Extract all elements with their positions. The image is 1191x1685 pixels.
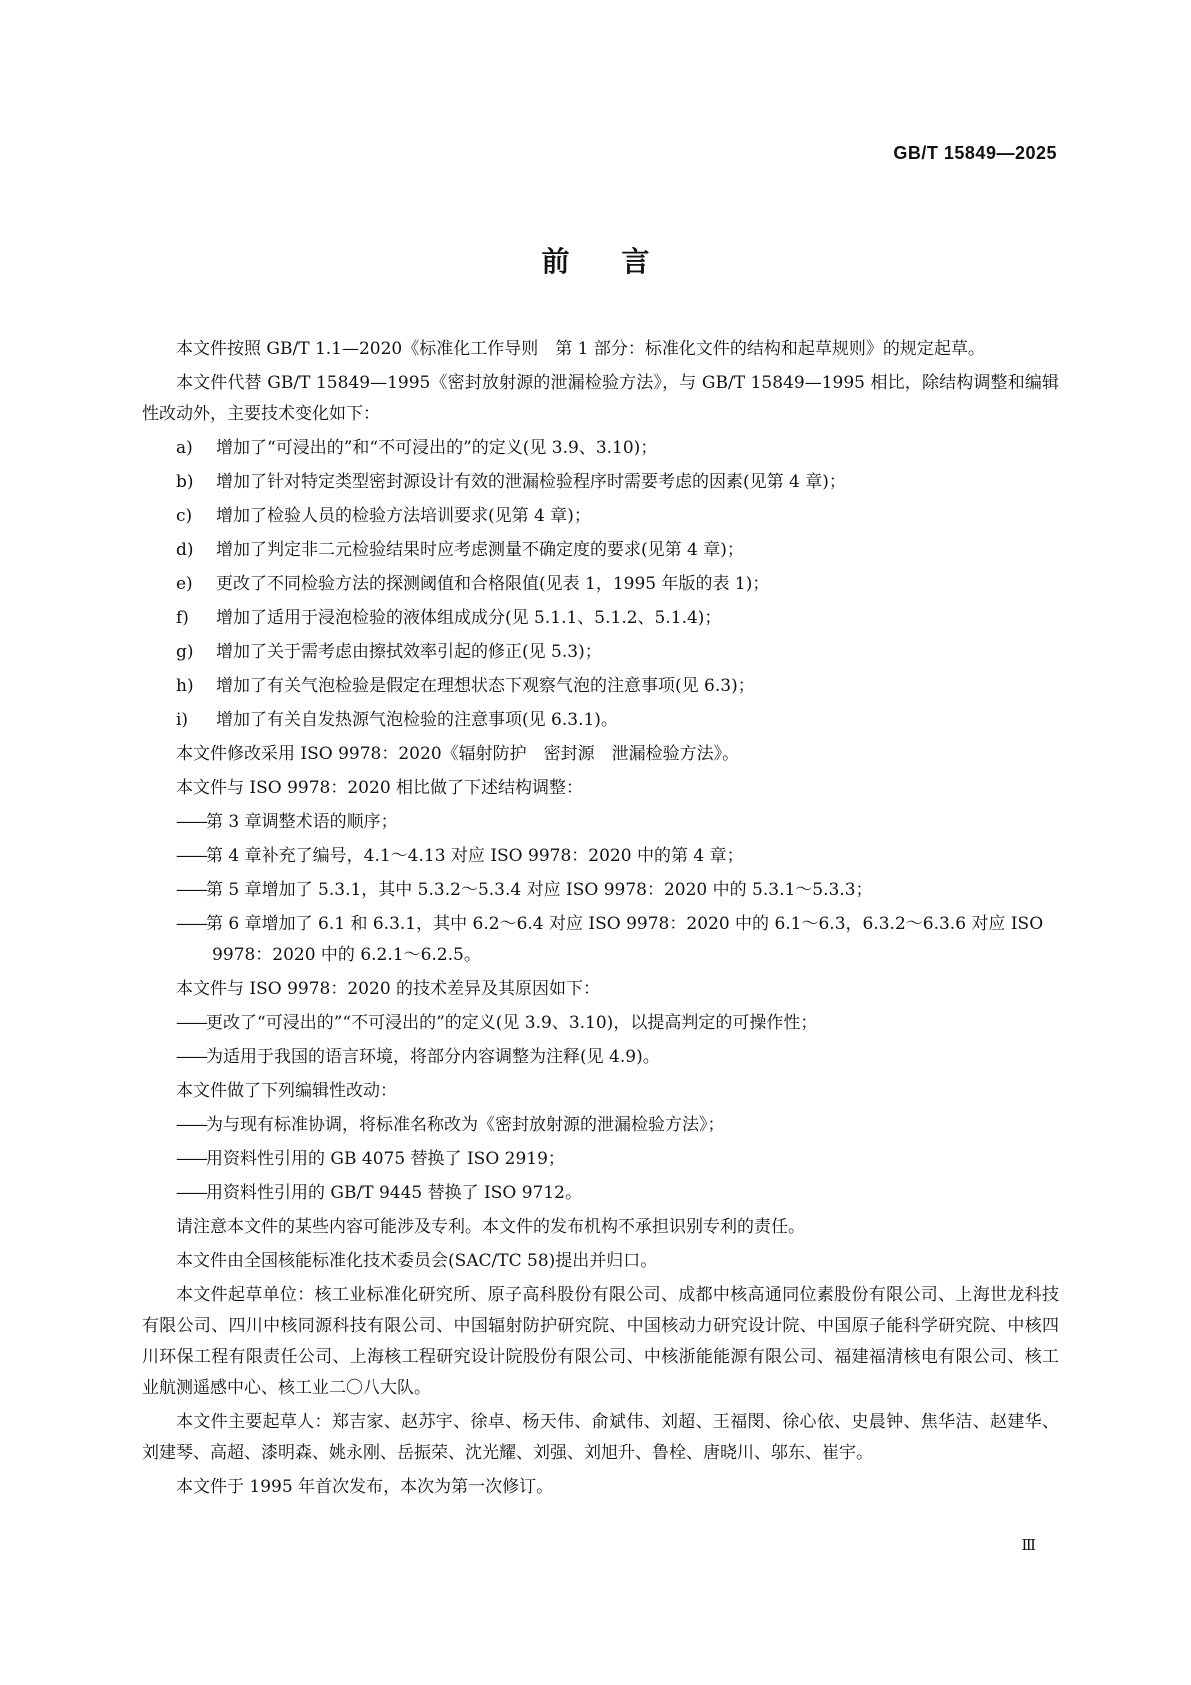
list-item: ——用资料性引用的 GB 4075 替换了 ISO 2919；: [176, 1149, 565, 1169]
paragraph-patent-notice: 请注意本文件的某些内容可能涉及专利。本文件的发布机构不承担识别专利的责任。: [176, 1217, 805, 1237]
technical-differences-list: [142, 1008, 1059, 1073]
page-title: 前言: [541, 245, 702, 278]
list-item: d) 增加了判定非二元检验结果时应考虑测量不确定度的要求(见第 4 章)；: [176, 540, 744, 560]
list-item: ——为与现有标准协调，将标准名称改为《密封放射源的泄漏检验方法》；: [176, 1115, 725, 1135]
list-item: b) 增加了针对特定类型密封源设计有效的泄漏检验程序时需要考虑的因素(见第 4 章)；: [176, 472, 846, 492]
paragraph-iso-adoption: 本文件修改采用 ISO 9978：2020《辐射防护 密封源 泄漏检验方法》。: [176, 744, 740, 764]
list-item: h) 增加了有关气泡检验是假定在理想状态下观察气泡的注意事项(见 6.3)；: [176, 676, 755, 696]
paragraph-proposed-by: 本文件由全国核能标准化技术委员会(SAC/TC 58)提出并归口。: [176, 1251, 658, 1271]
paragraph-drafting-units: 本文件起草单位：核工业标准化研究所、原子高科股份有限公司、成都中核高通同位素股份有限公司、上海世龙科技有限公司、四川中核同源科技有限公司、中国辐射防护研究院、中国核动力研究设计院、中国原子能科学研究院、中核四川环保工程有限责任公司、上海核工程研究设计院股份有限公司、中核浙能能源有限公司、福建福清核电有限公司、核工业航测遥感中心、核工业二〇八大队。: [142, 1285, 1059, 1398]
paragraph-history: 本文件于 1995 年首次发布，本次为第一次修订。: [176, 1477, 554, 1497]
paragraph-editorial-intro: 本文件做了下列编辑性改动：: [176, 1081, 397, 1101]
foreword-body: [142, 334, 1059, 1506]
list-item: i) 增加了有关自发热源气泡检验的注意事项(见 6.3.1)。: [176, 710, 618, 730]
list-item: g) 增加了关于需考虑由擦拭效率引起的修正(见 5.3)；: [176, 642, 602, 662]
list-item: ——更改了“可浸出的”“不可浸出的”的定义(见 3.9、3.10)，以提高判定的可操作性；: [176, 1013, 818, 1033]
list-item: ——第 6 章增加了 6.1 和 6.3.1，其中 6.2～6.4 对应 ISO 9978：2020 中的 6.1～6.3，6.3.2～6.3.6 对应 ISO 9978：2020 中的 6.2.1～6.2.5。: [176, 914, 1044, 965]
list-item: ——第 5 章增加了 5.3.1，其中 5.3.2～5.3.4 对应 ISO 9978：2020 中的 5.3.1～5.3.3；: [176, 880, 873, 900]
standard-code: GB/T 15849—2025: [893, 143, 1057, 163]
list-item: e) 更改了不同检验方法的探测阈值和合格限值(见表 1，1995 年版的表 1)；: [176, 574, 770, 594]
list-item: c) 增加了检验人员的检验方法培训要求(见第 4 章)；: [176, 506, 591, 526]
paragraph-drafting-rule: 本文件按照 GB/T 1.1—2020《标准化工作导则 第 1 部分：标准化文件的结构和起草规则》的规定起草。: [176, 339, 985, 359]
list-item: ——第 4 章补充了编号，4.1～4.13 对应 ISO 9978：2020 中的第 4 章；: [176, 846, 744, 866]
editorial-changes-list: [142, 1110, 1059, 1209]
list-item: ——用资料性引用的 GB/T 9445 替换了 ISO 9712。: [176, 1183, 582, 1203]
structure-adjustments-list: [142, 807, 1059, 971]
list-item: ——为适用于我国的语言环境，将部分内容调整为注释(见 4.9)。: [176, 1047, 660, 1067]
paragraph-drafters: 本文件主要起草人：郑吉家、赵苏宇、徐卓、杨天伟、俞斌伟、刘超、王福閔、徐心依、史晨钟、焦华洁、赵建华、刘建琴、高超、漆明森、姚永刚、岳振荣、沈光耀、刘强、刘旭升、鲁栓、唐晓川、邬东、崔宇。: [142, 1412, 1059, 1463]
list-item: a) 增加了“可浸出的”和“不可浸出的”的定义(见 3.9、3.10)；: [176, 438, 658, 458]
list-item: f) 增加了适用于浸泡检验的液体组成成分(见 5.1.1、5.1.2、5.1.4)；: [176, 608, 722, 628]
page-number: Ⅲ: [1021, 1536, 1036, 1554]
technical-changes-list: [142, 433, 1059, 736]
list-item: ——第 3 章调整术语的顺序；: [176, 812, 398, 832]
paragraph-structure-intro: 本文件与 ISO 9978：2020 相比做了下述结构调整：: [176, 778, 584, 798]
paragraph-replacement: 本文件代替 GB/T 15849—1995《密封放射源的泄漏检验方法》，与 GB/T 15849—1995 相比，除结构调整和编辑性改动外，主要技术变化如下：: [142, 373, 1059, 424]
paragraph-tech-diff-intro: 本文件与 ISO 9978：2020 的技术差异及其原因如下：: [176, 979, 601, 999]
